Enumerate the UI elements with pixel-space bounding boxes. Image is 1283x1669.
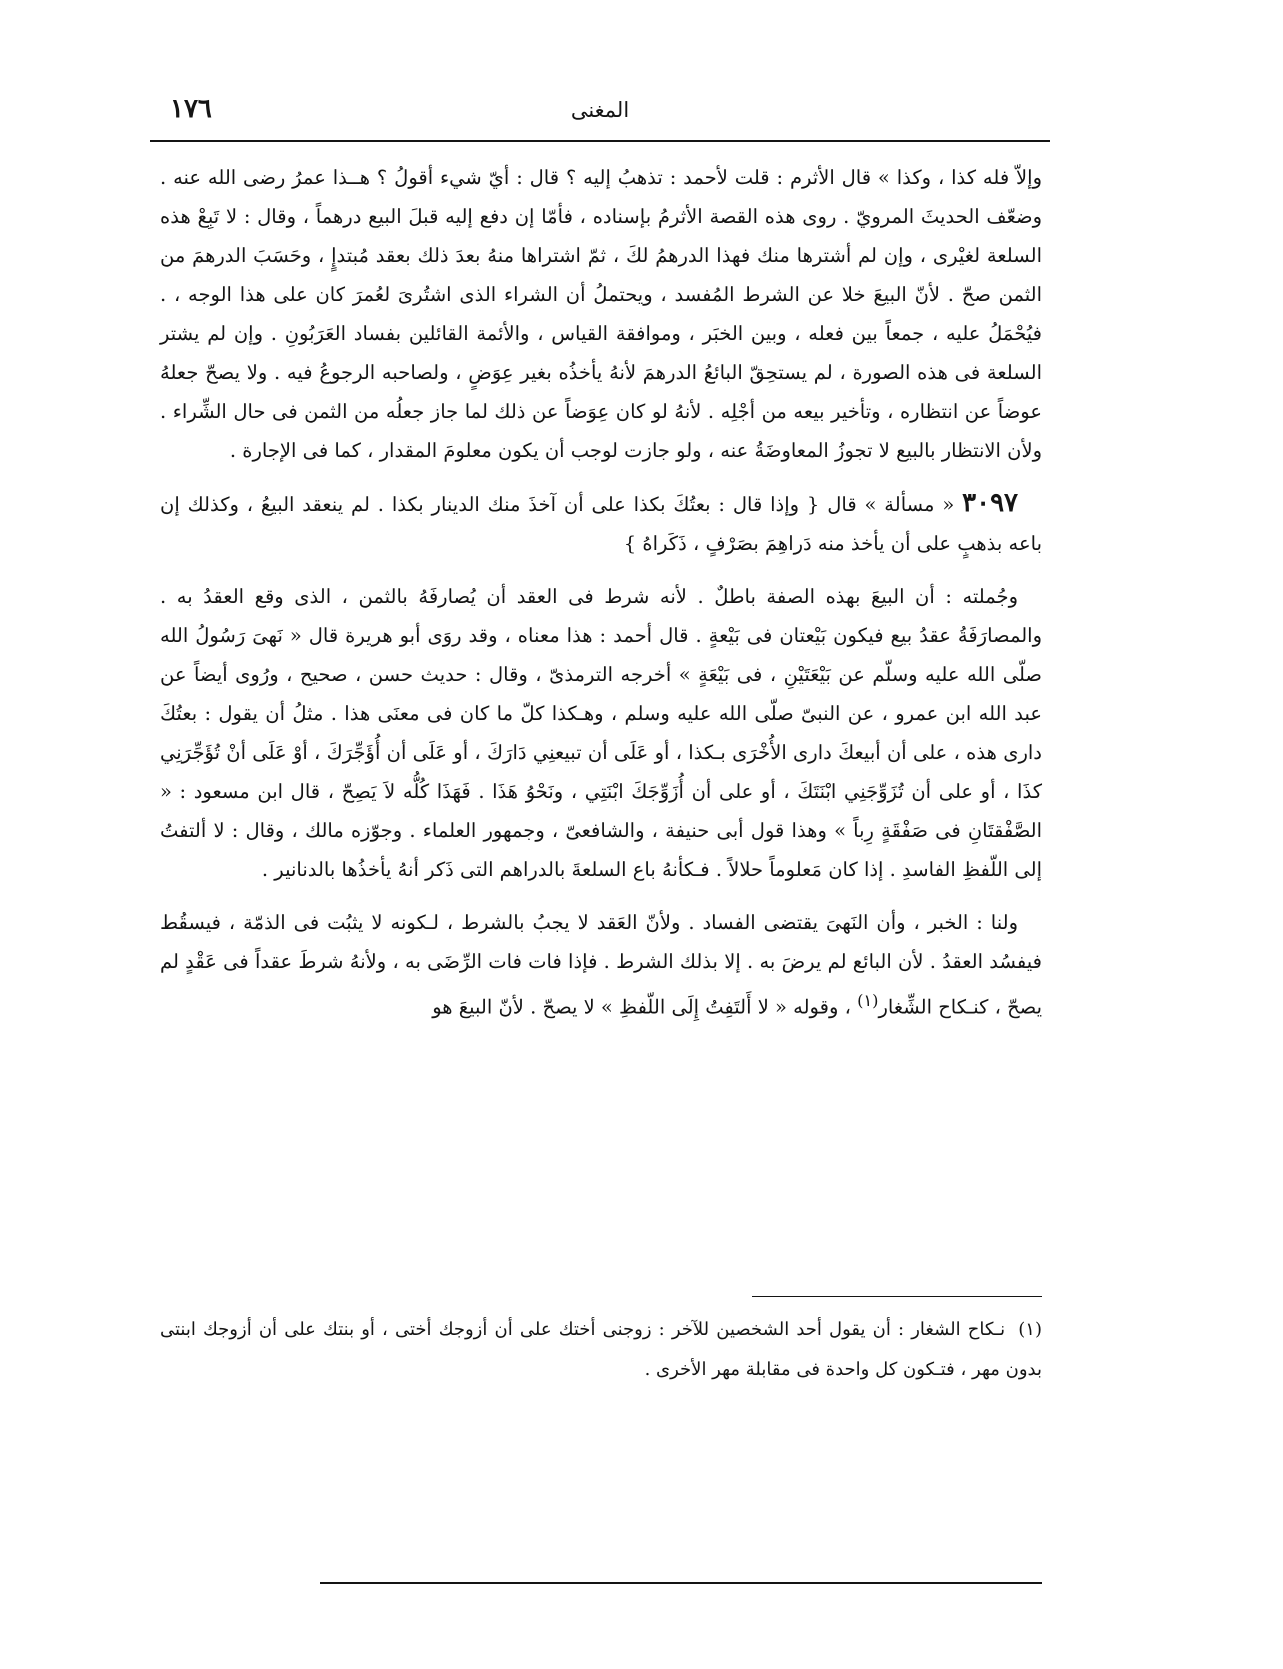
header-rule — [150, 140, 1050, 142]
footnote-reference: (١) — [857, 991, 879, 1010]
bottom-rule — [320, 1582, 1042, 1584]
footnote — [160, 1310, 1042, 1390]
main-text — [160, 158, 1042, 1027]
masala-number: ٣٠٩٧ — [962, 488, 1019, 518]
page-number: ١٧٦ — [170, 94, 212, 124]
page-header — [150, 92, 1050, 136]
paragraph-4-text-b: ، وقوله « لا أَلتَفِتُ إِلَى اللّفظِ » لا يصحّ . لأنّ البيعَ هو — [432, 995, 851, 1019]
footnote-rule — [752, 1296, 1042, 1297]
running-title: المغنى — [570, 98, 630, 122]
paragraph-4 — [160, 903, 1042, 1027]
footnote-text: نـكاح الشغار : أن يقول أحد الشخصين للآخر : زوجنى أختك على أن أزوجك أختى ، أو بنتك على أن أزوجك ابنتى بدون مهر ، فتـكون كل واحدة فى مقابلة مهر الأخرى . — [160, 1319, 1042, 1380]
masala-text: « مسألة » قال { وإذا قال : بعتُكَ بكذا على أن آخذَ منك الدينار بكذا . لم ينعقد البيعُ ، وكذلك إن باعه بذهبٍ على أن يأخذ منه دَراهِمَ بصَرْفٍ ، ذَكَراهُ } — [160, 493, 1042, 555]
paragraph-1: وإلاّ فله كذا ، وكذا » قال الأثرم : قلت لأحمد : تذهبُ إليه ؟ قال : أيّ شيء أقولُ ؟ هــذا عمرُ رضى الله عنه . وضعّف الحديثَ المرويّ . روى هذه القصة الأثرمُ بإسناده ، فأمّا إن دفع إليه قبلَ البيع درهماً ، وقال : لا تَبِعْ هذه السلعة لغيْرى ، وإن لم أشترها منك فهذا الدرهمُ لكَ ، ثمّ اشتراها منهُ بعدَ ذلك بعقد مُبتدإٍ ، وحَسَبَ الدرهمَ من الثمن صحّ . لأنّ البيعَ خلا عن الشرط المُفسد ، ويحتملُ أن الشراء الذى اشتُرىَ لعُمرَ كان على هذا الوجه ، . فيُحْمَلُ عليه ، جمعاً بين فعله ، وبين الخبَر ، وموافقة القياس ، والأئمة القائلين بفساد العَرَبُونِ . وإن لم يشتر السلعة فى هذه الصورة ، لم يستحِقّ البائعُ الدرهمَ لأنهُ يأخذُه بغير عِوَضٍ ، ولصاحبه الرجوعُ فيه . ولا يصحّ جعلهُ عوضاً عن انتظاره ، وتأخير بيعه من أجْلِه . لأنهُ لو كان عِوَضاً عن ذلك لما جاز جعلُه من الثمن فى حال الشِّراء . ولأن الانتظار بالبيع لا تجوزُ المعاوضَةُ عنه ، ولو جازت لوجب أن يكون معلومَ المقدار ، كما فى الإجارة . — [160, 166, 1042, 462]
masala-paragraph — [160, 484, 1042, 563]
paragraph-4-text-a: ولنا : الخبر ، وأن النَهىَ يقتضى الفساد . ولأنّ العَقد لا يجبُ بالشرط ، لـكونه لا يثبُت فى الذمّة ، فيسقُط فيفسُد العقدُ . لأن البائع لم يرضَ به . إلا بذلك الشرط . فإذا فات فات الرِّضَى به ، ولأنهُ شرطَ عقداً فى عَقْدٍ لم يصحّ ، كنـكاح الشِّغار — [160, 911, 1042, 1019]
footnote-marker: (١) — [1018, 1319, 1042, 1340]
paragraph-3: وجُملته : أن البيعَ بهذه الصفة باطلٌ . لأنه شرط فى العقد أن يُصارفَهُ بالثمن ، الذى وقع العقدُ به . والمصارَفَةُ عقدُ بيع فيكون بَيْعتان فى بَيْعةٍ . قال أحمد : هذا معناه ، وقد روَى أبو هريرة قال « نَهىَ رَسُولُ الله صلّى الله عليه وسلّم عن بَيْعَتَيْنِ ، فى بَيْعَةٍ » أخرجه الترمذىّ ، وقال : حديث حسن ، صحيح ، ورُوى أيضاً عن عبد الله ابن عمرو ، عن النبىّ صلّى الله عليه وسلم ، وهـكذا كلّ ما كان فى معنَى هذا . مثلُ أن يقول : بعتُكَ دارى هذه ، على أن أبيعكَ دارى الأُخْرَى بـكذا ، أو عَلَى أن تبيعنِي دَارَكَ ، أو عَلَى أن أُؤَجِّرَكَ ، أوْ عَلَى أنْ تُؤَجِّرَنِي كذَا ، أو على أن تُزَوِّجَنِي ابْنَتَكَ ، أو على أن أُزَوِّجَكَ ابْنَتِي ، ونَحْوُ هَذَا . فَهَذَا كُلُّه لاَ يَصِحّ ، قال ابن مسعود : « الصَّفْقتَانِ فى صَفْقَةٍ رِباً » وهذا قول أبى حنيفة ، والشافعىّ ، وجمهور العلماء . وجوّزه مالك ، وقال : لا ألتفتُ إلى اللّفظِ الفاسدِ . إذا كان مَعلوماً حلالاً . فـكأنهُ باع السلعةَ بالدراهم التى ذَكر أنهُ يأخذُها بالدنانير . — [160, 585, 1042, 881]
